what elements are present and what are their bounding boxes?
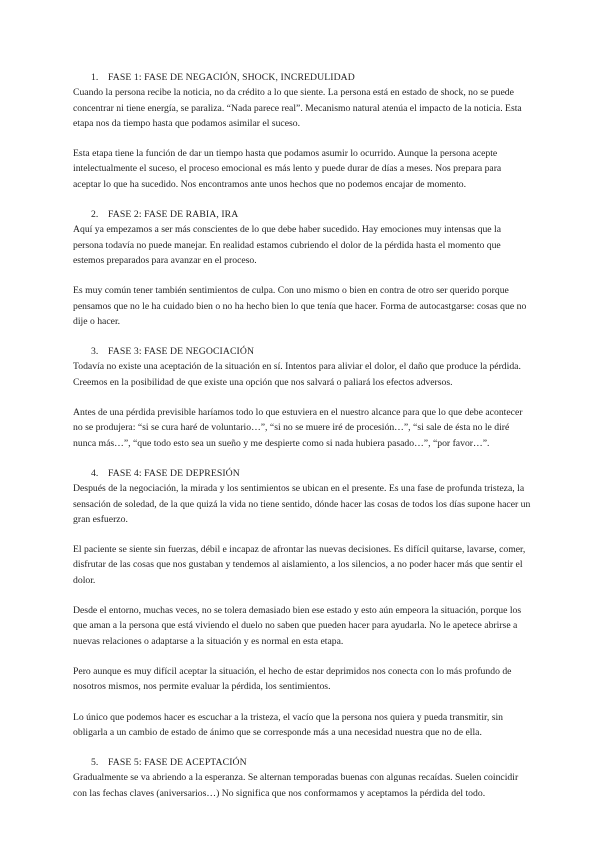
section-heading (73, 70, 531, 85)
section-heading (73, 466, 531, 481)
section-heading (73, 344, 531, 359)
paragraph: Después de la negociación, la mirada y los sentimientos se ubican en el presente. Es una fase de profunda tristeza, la sensación de soledad, de la que quizá la vida no tiene sentido, dónde hacer las cosas de todos los días supone hacer un gran esfuerzo. (73, 483, 531, 525)
section-title: FASE 2: FASE DE RABIA, IRA (108, 209, 239, 221)
section-title: FASE 3: FASE DE NEGOCIACIÓN (108, 346, 255, 358)
paragraph: El paciente se siente sin fuerzas, débil e incapaz de afrontar las nuevas decisiones. Es difícil quitarse, lavarse, comer, disfrutar de las cosas que nos gustaban y tendemos al aislamiento, a los silencios, a no poder hacer más que sentir el dolor. (73, 544, 526, 586)
paragraph: Pero aunque es muy difícil aceptar la situación, el hecho de estar deprimidos nos conecta con lo más profundo de nosotros mismos, nos permite evaluar la pérdida, los sentimientos. (73, 665, 512, 693)
section-title: FASE 1: FASE DE NEGACIÓN, SHOCK, INCREDULIDAD (108, 72, 355, 83)
section-number: 4. (91, 467, 99, 479)
document-body (73, 70, 531, 801)
paragraph: Aquí ya empezamos a ser más conscientes de lo que debe haber sucedido. Hay emociones muy intensas que la persona todavía no puede manejar. En realidad estamos cubriendo el dolor de la pérdida hasta el momento que estemos preparados para avanzar en el proceso. (73, 224, 501, 266)
paragraph: Es muy común tener también sentimientos de culpa. Con uno mismo o bien en contra de otro ser querido porque pensamos que no le ha cuidado bien o no ha hecho bien lo que tenía que hacer. Forma de autocastgarse: cosas que no dije o hacer. (73, 285, 527, 327)
section-heading (73, 755, 531, 770)
section-number: 2. (91, 209, 99, 221)
paragraph: Esta etapa tiene la función de dar un tiempo hasta que podamos asumir lo ocurrido. Aunque la persona acepte intelectualmente el suceso, el proceso emocional es más lento y puede durar de días a meses. Nos prepara para aceptar lo que ha sucedido. Nos encontramos ante unos hechos que no podemos encajar de momento. (73, 148, 502, 190)
paragraph: Lo único que podemos hacer es escuchar a la tristeza, el vacío que la persona nos quiera y pueda transmitir, sin obligarla a un cambio de estado de ánimo que se corresponde más a una necesidad nuestra que no de ella. (73, 711, 504, 738)
paragraph: Desde el entorno, muchas veces, no se tolera demasiado bien ese estado y esto aún empeora la situación, porque los que aman a la persona que está viviendo el duelo no saben que pueden hacer para ayudarla. No le apetece abrirse a nuevas relaciones o adaptarse a la situación y es normal en esta etapa. (73, 605, 522, 647)
section-title: FASE 5: FASE DE ACEPTACIÓN (108, 757, 247, 769)
section-title: FASE 4: FASE DE DEPRESIÓN (108, 467, 240, 479)
paragraph: Antes de una pérdida previsible haríamos todo lo que estuviera en el nuestro alcance para que lo que debe acontecer no se produjera: “si se cura haré de voluntario…”, “si no se muere iré de procesión…”, “si sale de ésta no le diré nunca más…”, “que todo esto sea un sueño y me despierte como si nada hubiera pasado…”, “por favor…”. (73, 407, 523, 449)
section-number: 5. (91, 757, 99, 769)
paragraph: Todavía no existe una aceptación de la situación en sí. Intentos para aliviar el dolor, el daño que produce la pérdida. Creemos en la posibilidad de que existe una opción que nos salvará o paliará los efectos adversos. (73, 361, 521, 388)
paragraph: Gradualmente se va abriendo a la esperanza. Se alternan temporadas buenas con algunas recaídas. Suelen coincidir con las fechas claves (aniversarios…) No significa que nos conformamos y aceptamos la pérdida del todo. (73, 772, 519, 799)
section-number: 3. (91, 346, 99, 358)
paragraph: Cuando la persona recibe la noticia, no da crédito a lo que siente. La persona está en estado de shock, no se puede concentrar ni tiene energía, se paraliza. “Nada parece real”. Mecanismo natural atenúa el impacto de la noticia. Esta etapa nos da tiempo hasta que podamos asimilar el suceso. (73, 87, 522, 129)
section-heading (73, 207, 531, 222)
section-number: 1. (91, 72, 99, 83)
